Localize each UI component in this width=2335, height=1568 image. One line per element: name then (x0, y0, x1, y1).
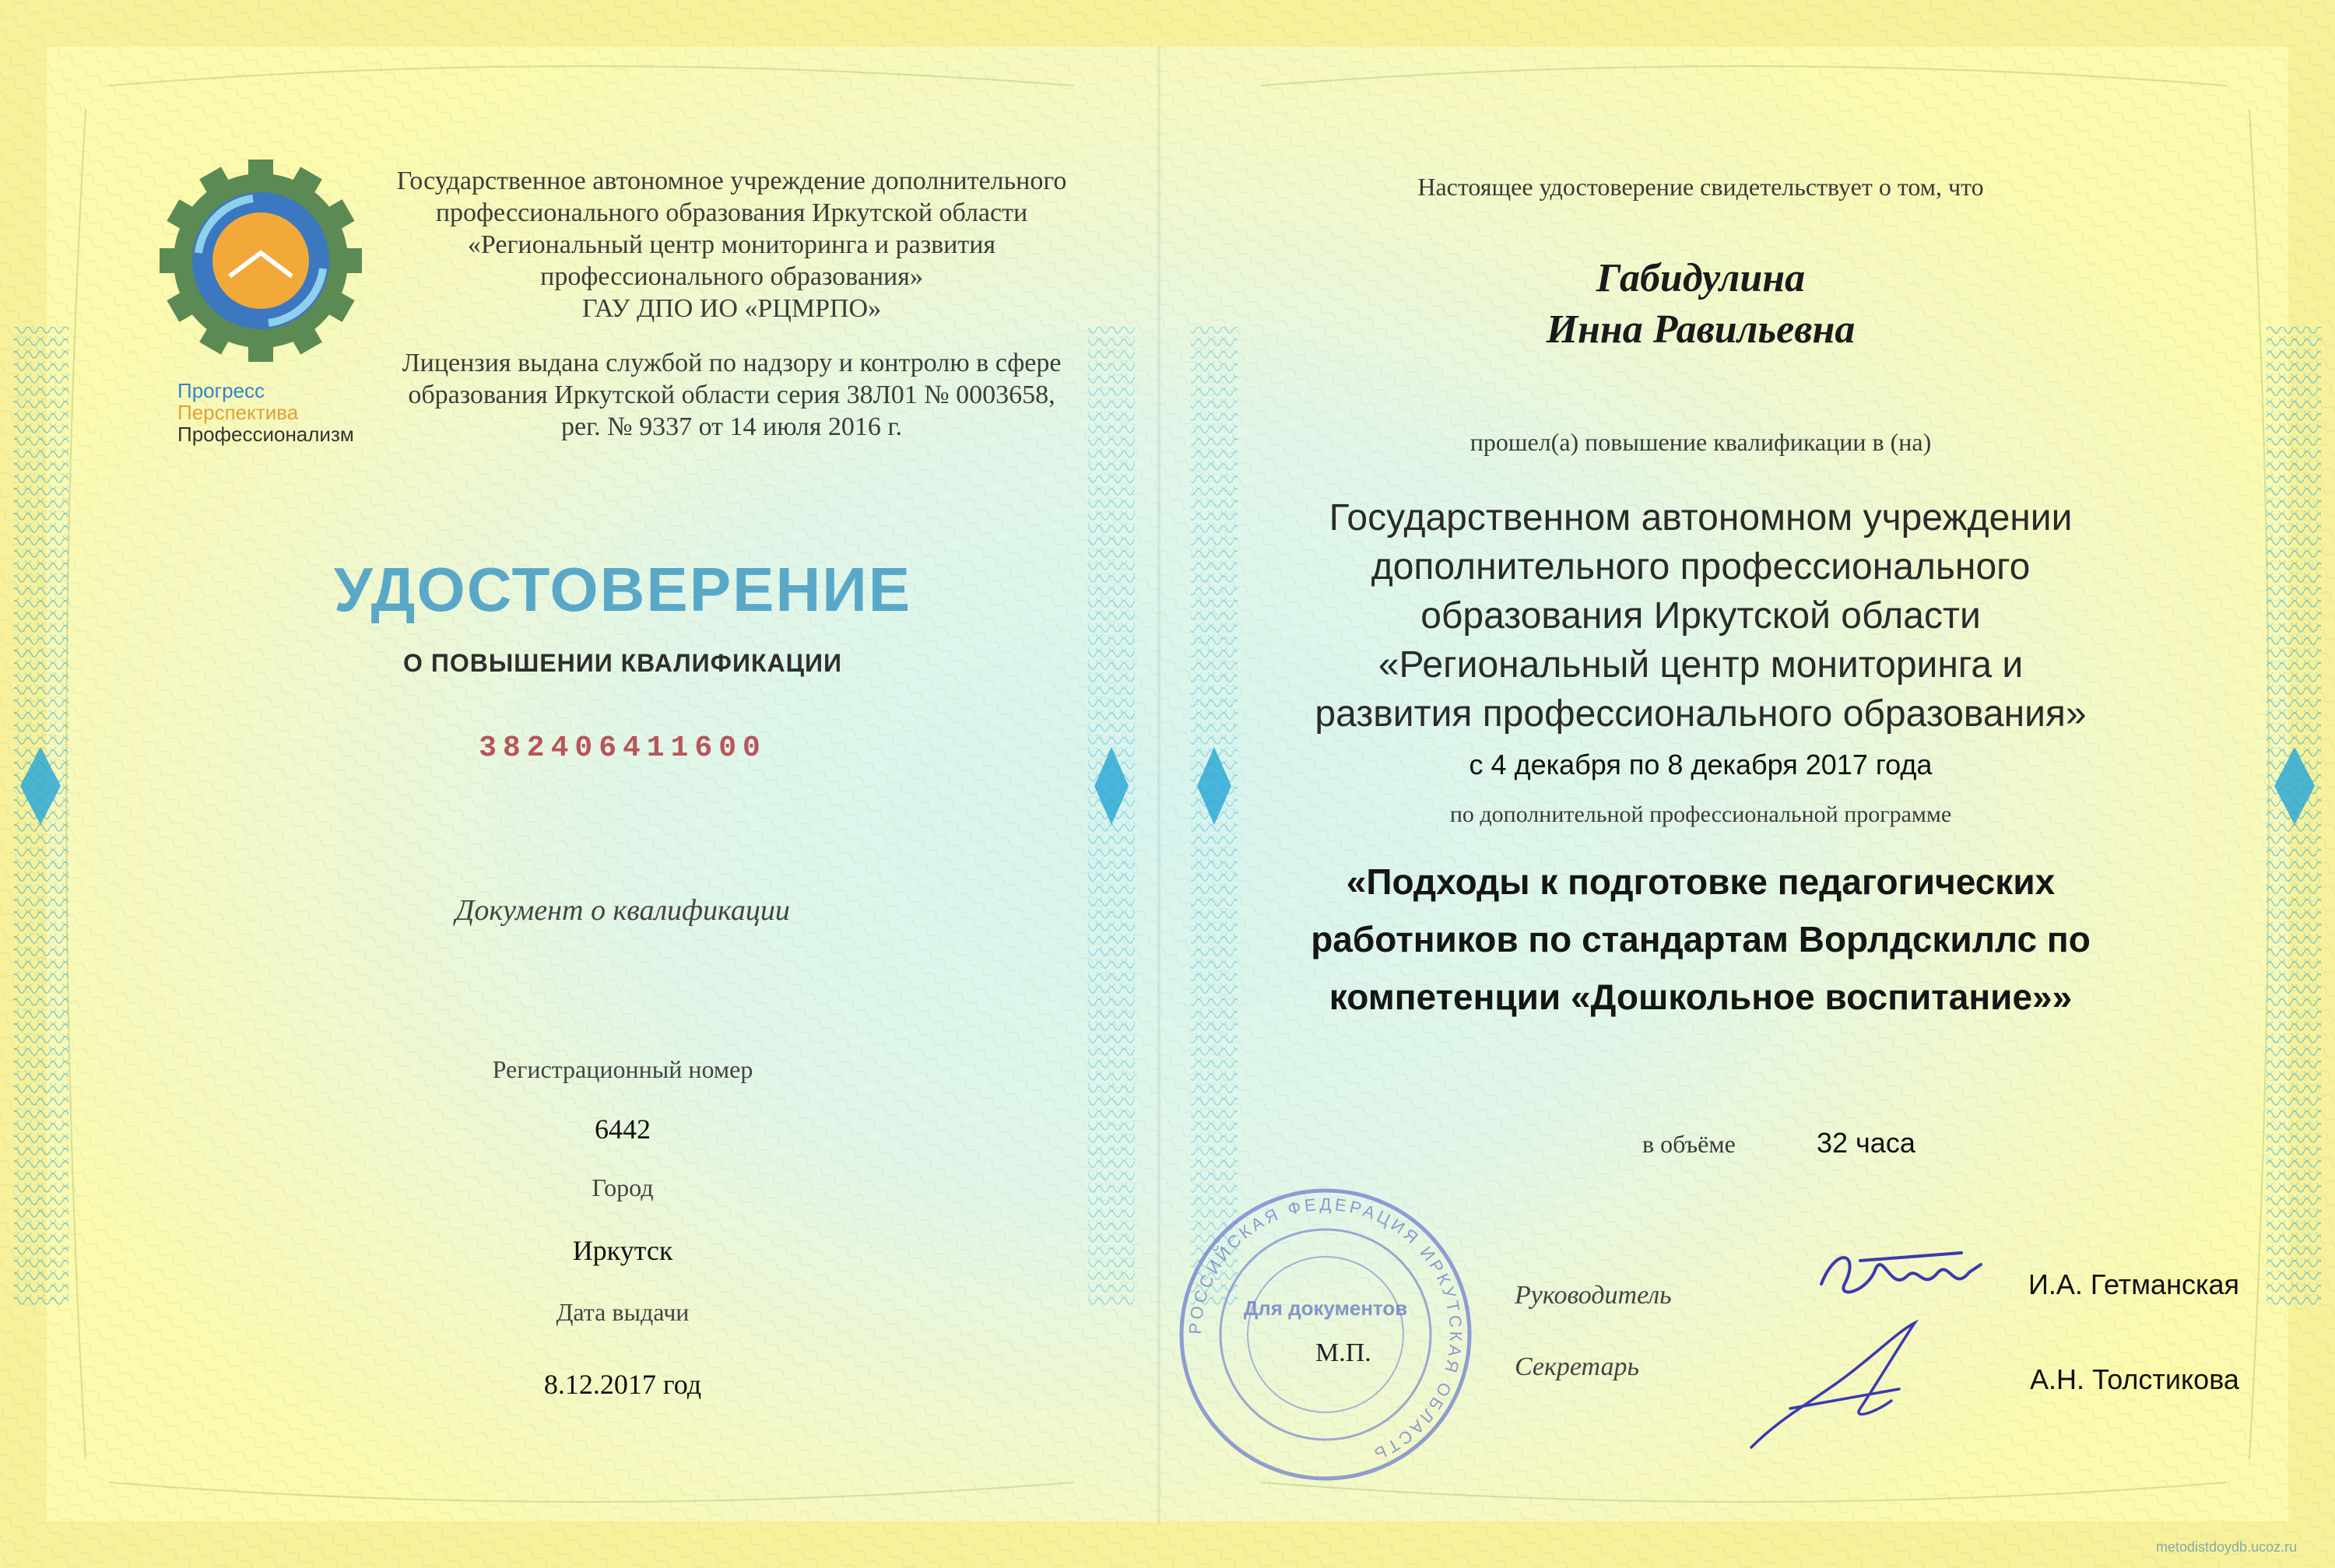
watermark: metodistdoydb.ucoz.ru (2156, 1539, 2298, 1555)
svg-text:РОССИЙСКАЯ ФЕДЕРАЦИЯ ИРКУТСКАЯ (1185, 1194, 1466, 1465)
issue-date-label: Дата выдачи (556, 1298, 690, 1326)
seal-place-label: М.П. (1315, 1338, 1371, 1367)
training-dates: с 4 декабря по 8 декабря 2017 года (1469, 749, 1933, 780)
license-line: образования Иркутской области серия 38Л01 № 0003658, (408, 381, 1055, 409)
holder-name (1253, 253, 2148, 356)
certificate-subtitle: О ПОВЫШЕНИИ КВАЛИФИКАЦИИ (403, 649, 842, 677)
logo-word-perspective: Перспектива (177, 401, 299, 424)
holder-surname: Габидулина (1596, 256, 1806, 300)
institution-line: «Региональный центр мониторинга и (1378, 644, 2024, 686)
reg-number-label: Регистрационный номер (492, 1055, 753, 1083)
program-line: «Подходы к подготовке педагогических (1346, 861, 2056, 902)
org-line: Государственное автономное учреждение дополнительного (396, 167, 1067, 195)
license-info (342, 347, 1121, 443)
secretary-role: Секретарь (1515, 1352, 1639, 1381)
institution-line: дополнительного профессионального (1371, 546, 2031, 588)
secretary-name: А.Н. Толстикова (2030, 1363, 2239, 1395)
reg-number: 6442 (595, 1114, 651, 1145)
issue-date: 8.12.2017 год (543, 1369, 702, 1400)
org-line: профессионального образования» (540, 262, 923, 291)
institution-line: развития профессионального образования» (1315, 693, 2087, 735)
city: Иркутск (572, 1235, 673, 1266)
logo-caption (177, 380, 354, 445)
volume-label: в объёме (1642, 1130, 1736, 1158)
certificate-title: УДОСТОВЕРЕНИЕ (333, 555, 912, 624)
certificate-intro: Настоящее удостоверение свидетельствует о том, что (1417, 173, 1984, 201)
head-role: Руководитель (1515, 1281, 1672, 1310)
program-title (1253, 853, 2148, 1026)
city-label: Город (592, 1173, 654, 1201)
org-line: ГАУ ДПО ИО «РЦМРПО» (581, 294, 882, 323)
passed-statement: прошел(а) повышение квалификации в (на) (1469, 428, 1932, 456)
logo-word-progress: Прогресс (177, 379, 265, 402)
license-line: Лицензия выдана службой по надзору и контролю в сфере (402, 349, 1062, 377)
head-name: И.А. Гетманская (2028, 1268, 2240, 1300)
stamp-center-text: Для документов (1243, 1296, 1408, 1320)
program-line: компетенции «Дошкольное воспитание»» (1329, 977, 2073, 1017)
org-line: профессионального образования Иркутской области (435, 198, 1028, 227)
stamp-ring-text: РОССИЙСКАЯ ФЕДЕРАЦИЯ ИРКУТСКАЯ ОБЛАСТЬ (1185, 1194, 1466, 1465)
page-fold (1157, 47, 1161, 1525)
secretary-signature (1743, 1315, 1938, 1455)
serial-number: 382406411600 (479, 731, 767, 765)
head-signature (1814, 1237, 1993, 1323)
holder-given-names: Инна Равильевна (1546, 307, 1856, 352)
official-stamp (1174, 1183, 1477, 1486)
license-line: рег. № 9337 от 14 июля 2016 г. (560, 412, 902, 441)
institution-line: образования Иркутской области (1420, 595, 1981, 637)
program-line: работников по стандартам Ворлдскиллс по (1311, 919, 2091, 959)
issuer-organization (342, 165, 1121, 324)
logo-word-professionalism: Профессионализм (177, 423, 354, 446)
volume-hours: 32 часа (1817, 1127, 1915, 1159)
institution-line: Государственном автономном учреждении (1329, 497, 2073, 538)
org-line: «Региональный центр мониторинга и развития (467, 230, 996, 259)
institution-name (1253, 493, 2148, 738)
program-label: по дополнительной профессиональной программе (1449, 802, 1952, 827)
document-type: Документ о квалификации (455, 894, 790, 927)
